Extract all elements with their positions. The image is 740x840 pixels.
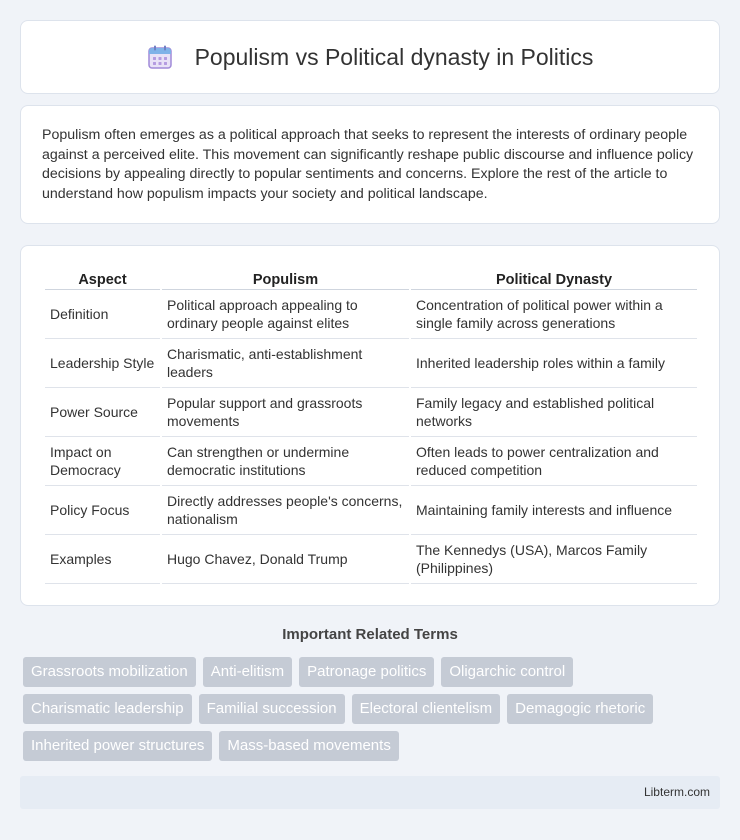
comparison-table-card (20, 245, 720, 606)
related-terms-heading: Important Related Terms (282, 626, 458, 643)
header-aspect: Aspect (45, 266, 160, 290)
page-title: Populism vs Political dynasty in Politics (194, 43, 594, 70)
term-tag[interactable]: Patronage politics (299, 657, 434, 687)
footer (20, 776, 720, 809)
header-populism: Populism (162, 266, 409, 290)
row-aspect: Policy Focus (45, 486, 160, 535)
row-political-dynasty: Inherited leadership roles within a family (411, 339, 697, 388)
row-aspect: Power Source (45, 388, 160, 437)
related-terms-list (23, 657, 723, 761)
row-political-dynasty: Concentration of political power within a single family across generations (411, 290, 697, 339)
footer-site-link[interactable]: Libterm.com (643, 785, 710, 799)
row-political-dynasty: The Kennedys (USA), Marcos Family (Philippines) (411, 535, 697, 584)
term-tag[interactable]: Demagogic rhetoric (507, 694, 653, 724)
row-populism: Popular support and grassroots movements (162, 388, 409, 437)
term-tag[interactable]: Oligarchic control (441, 657, 573, 687)
term-tag[interactable]: Inherited power structures (23, 731, 212, 761)
table-row (45, 535, 697, 584)
table-row (45, 339, 697, 388)
intro-text: Populism often emerges as a political approach that seeks to represent the interests of ordinary people against a perceived elite. This movement can significantly reshape public discourse and influence policy decisions by appealing directly to popular sentiments and concerns. Explore the rest of the article to understand how populism impacts your society and political landscape. (42, 127, 694, 202)
row-aspect: Examples (45, 535, 160, 584)
table-row (45, 486, 697, 535)
row-populism: Charismatic, anti-establishment leaders (162, 339, 409, 388)
row-aspect: Impact on Democracy (45, 437, 160, 486)
row-aspect: Definition (45, 290, 160, 339)
row-populism: Political approach appealing to ordinary people against elites (162, 290, 409, 339)
comparison-table (43, 266, 699, 584)
row-political-dynasty: Often leads to power centralization and reduced competition (411, 437, 697, 486)
intro-card (20, 105, 720, 224)
table-row (45, 437, 697, 486)
title-card (20, 20, 720, 94)
table-row (45, 290, 697, 339)
term-tag[interactable]: Electoral clientelism (352, 694, 501, 724)
row-aspect: Leadership Style (45, 339, 160, 388)
row-populism: Hugo Chavez, Donald Trump (162, 535, 409, 584)
table-row (45, 388, 697, 437)
row-populism: Directly addresses people's concerns, nationalism (162, 486, 409, 535)
term-tag[interactable]: Anti-elitism (203, 657, 292, 687)
row-political-dynasty: Family legacy and established political networks (411, 388, 697, 437)
row-populism: Can strengthen or undermine democratic institutions (162, 437, 409, 486)
term-tag[interactable]: Mass-based movements (219, 731, 398, 761)
term-tag[interactable]: Charismatic leadership (23, 694, 192, 724)
row-political-dynasty: Maintaining family interests and influence (411, 486, 697, 535)
term-tag[interactable]: Familial succession (199, 694, 345, 724)
table-header-row (45, 266, 697, 290)
calendar-icon (147, 44, 173, 70)
header-political-dynasty: Political Dynasty (411, 266, 697, 290)
term-tag[interactable]: Grassroots mobilization (23, 657, 196, 687)
